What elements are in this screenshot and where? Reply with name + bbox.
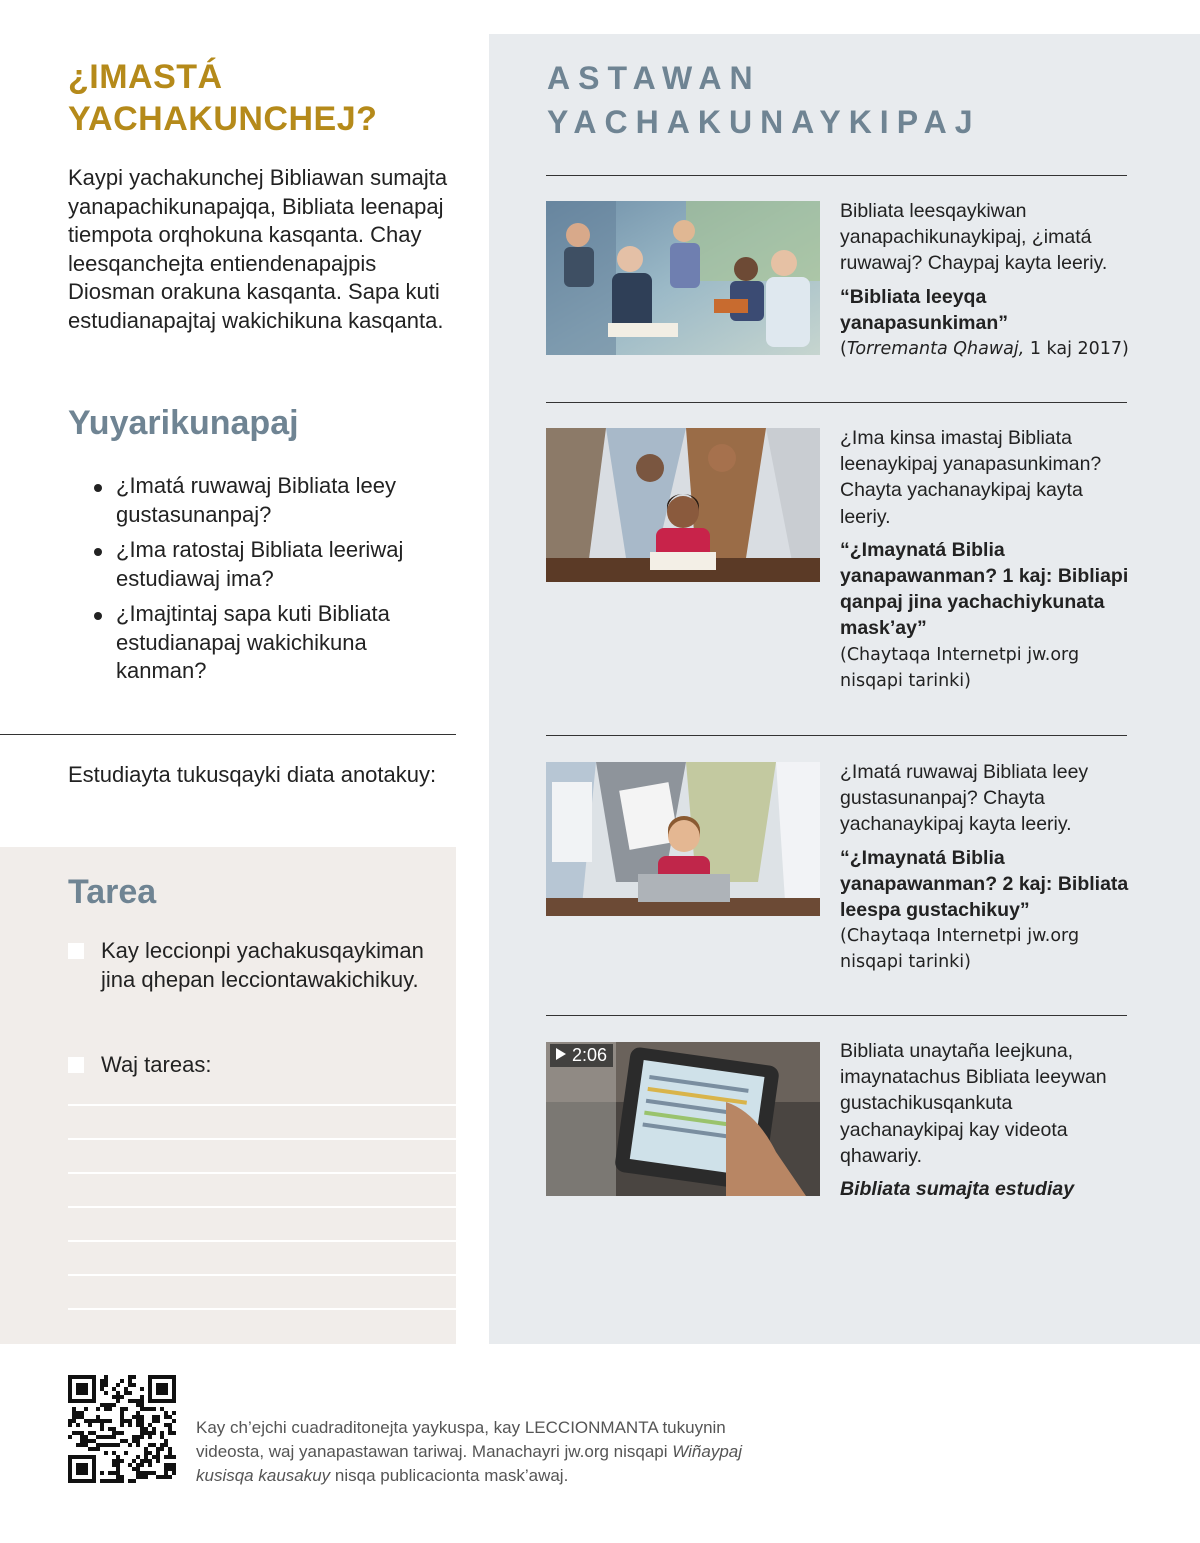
resource-image-boy-reading-bible[interactable] bbox=[546, 428, 820, 582]
resource-article-how-bible-helps-1[interactable] bbox=[840, 425, 1130, 694]
review-question: ¿Imajtintaj sapa kuti Bibliata estudianapaj wakichikuna kanman? bbox=[94, 600, 434, 686]
resource-article-bible-reading-help[interactable] bbox=[840, 198, 1130, 362]
divider bbox=[546, 402, 1127, 403]
resource-article-how-bible-helps-2[interactable] bbox=[840, 759, 1130, 976]
explore-panel bbox=[489, 34, 1200, 1344]
resource-description: ¿Imatá ruwawaj Bibliata leey gustasunanpaj? Chayta yachanaykipaj kayta leeriy. bbox=[840, 761, 1089, 836]
review-question: ¿Ima ratostaj Bibliata leeriwaj estudiawaj ima? bbox=[94, 536, 434, 593]
writing-line[interactable] bbox=[68, 1274, 456, 1276]
resource-source: (Chaytaqa Internetpi jw.org nisqapi tarinki) bbox=[840, 926, 1080, 973]
divider bbox=[0, 734, 456, 735]
date-label: Estudiayta tukusqayki diata anotakuy: bbox=[68, 762, 437, 787]
checkbox-icon[interactable] bbox=[68, 1057, 84, 1073]
resource-source: (Torremanta Qhawaj, 1 kaj 2017) bbox=[840, 339, 1129, 360]
resource-video[interactable] bbox=[840, 1038, 1130, 1202]
recap-title bbox=[68, 56, 448, 140]
resource-image-girl-reading-bible[interactable] bbox=[546, 762, 820, 916]
writing-line[interactable] bbox=[68, 1308, 456, 1310]
resource-title[interactable]: “Bibliata leeyqa yanapasunkiman” bbox=[840, 285, 1008, 334]
recap-paragraph: Kaypi yachakunchej Bibliawan sumajta yanapachikunapajqa, Bibliata leenapaj tiempota orqhokuna kasqanta. Chay leesqanchejta entiendenapajpis Diosman orakuna kasqanta. Sapa kuti estudianapajtaj wakichikuna kasqanta. bbox=[68, 165, 448, 333]
review-list bbox=[94, 472, 434, 693]
explore-title-line1: ASTAWAN bbox=[547, 60, 761, 96]
divider bbox=[546, 735, 1127, 736]
explore-title bbox=[547, 56, 981, 144]
writing-line[interactable] bbox=[68, 1104, 456, 1106]
divider bbox=[546, 175, 1127, 176]
homework-item-label: Waj tareas: bbox=[101, 1052, 212, 1077]
homework-item[interactable] bbox=[68, 937, 428, 994]
homework-heading: Tarea bbox=[68, 873, 157, 911]
writing-line[interactable] bbox=[68, 1172, 456, 1174]
writing-line[interactable] bbox=[68, 1206, 456, 1208]
resource-title[interactable]: Bibliata sumajta estudiay bbox=[840, 1178, 1075, 1201]
resource-title[interactable]: “¿Imaynatá Biblia yanapawanman? 2 kaj: Bibliata leespa gustachikuy” bbox=[840, 846, 1129, 922]
checkbox-icon[interactable] bbox=[68, 943, 84, 959]
writing-line[interactable] bbox=[68, 1240, 456, 1242]
recap-title-line1: ¿IMASTÁ bbox=[68, 58, 223, 96]
resource-description: Bibliata unaytaña leejkuna, imaynatachus Bibliata leeywan gustachikusqankuta yachanaykipaj kay videota qhawariy. bbox=[840, 1040, 1107, 1167]
review-heading: Yuyarikunapaj bbox=[68, 404, 299, 442]
video-thumbnail[interactable] bbox=[546, 1042, 820, 1196]
recap-title-line2: YACHAKUNCHEJ? bbox=[68, 100, 378, 138]
explore-title-line2: YACHAKUNAYKIPAJ bbox=[547, 104, 981, 140]
homework-panel bbox=[0, 847, 456, 1344]
writing-line[interactable] bbox=[68, 1138, 456, 1140]
qr-code[interactable] bbox=[68, 1375, 176, 1483]
play-icon[interactable] bbox=[556, 1048, 566, 1060]
resource-image-reading-people[interactable] bbox=[546, 201, 820, 355]
resource-source: (Chaytaqa Internetpi jw.org nisqapi tarinki) bbox=[840, 644, 1080, 691]
resource-title[interactable]: “¿Imaynatá Biblia yanapawanman? 1 kaj: Bibliapi qanpaj jina yachachiykunata mask’ay” bbox=[840, 538, 1129, 640]
resource-description: ¿Ima kinsa imastaj Bibliata leenaykipaj yanapasunkiman? Chayta yachanaykipaj kayta leeriy. bbox=[840, 427, 1102, 528]
footer-text: Kay ch’ejchi cuadraditonejta yaykuspa, kay LECCIONMANTA tukuynin videosta, waj yanapastawan tariwaj. Manachayri jw.org nisqapi Wiñaypaj kusisqa kausakuy nisqa publicacionta mask’awaj. bbox=[196, 1418, 743, 1485]
review-question: ¿Imatá ruwawaj Bibliata leey gustasunanpaj? bbox=[94, 472, 434, 529]
homework-item[interactable] bbox=[68, 1051, 428, 1080]
resource-description: Bibliata leesqaykiwan yanapachikunaykipaj, ¿imatá ruwawaj? Chaypaj kayta leeriy. bbox=[840, 200, 1108, 275]
divider bbox=[546, 1015, 1127, 1016]
video-duration: 2:06 bbox=[550, 1044, 613, 1067]
homework-item-label: Kay leccionpi yachakusqaykiman jina qhepan lecciontawakichikuy. bbox=[101, 938, 424, 992]
